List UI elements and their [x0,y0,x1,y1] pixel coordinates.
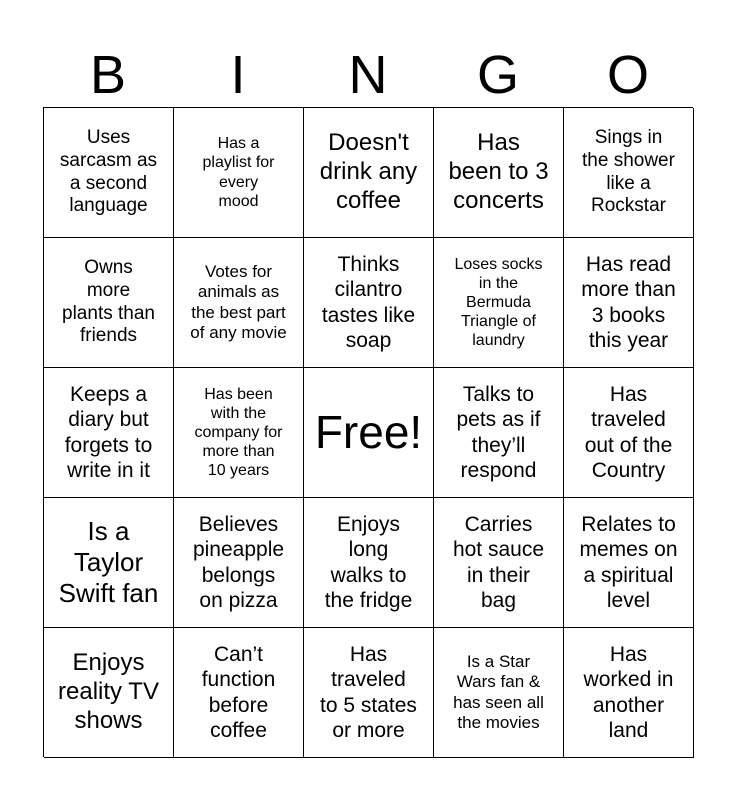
bingo-cell[interactable] [304,238,434,368]
bingo-cell[interactable] [174,238,304,368]
cell-text: Doesn't drink any coffee [319,129,418,214]
cell-text: Carries hot sauce in their bag [452,513,545,612]
free-space[interactable] [304,368,434,498]
bingo-cell[interactable] [44,368,174,498]
bingo-cell[interactable] [564,498,694,628]
cell-text: Is a Taylor Swift fan [58,515,159,609]
cell-text: Relates to memes on a spiritual level [579,513,678,612]
cell-text: Keeps a diary but forgets to write in it [64,383,153,482]
cell-text: Votes for animals as the best part of any movie [190,261,287,342]
header-letter-n: N [348,45,388,105]
cell-text: Loses socks in the Bermuda Triangle of laundry [454,255,543,350]
cell-text: Thinks cilantro tastes like soap [321,253,416,352]
cell-text: Has been to 3 concerts [448,129,549,214]
cell-text: Believes pineapple belongs on pizza [192,513,285,612]
cell-text: Can’t function before coffee [201,643,276,742]
bingo-cell[interactable] [434,368,564,498]
cell-text: Sings in the shower like a Rockstar [582,126,675,217]
bingo-cell[interactable] [44,238,174,368]
cell-text: Has read more than 3 books this year [581,253,676,352]
cell-text: Has traveled to 5 states or more [320,643,417,742]
cell-text: Has a playlist for every mood [202,135,275,210]
bingo-cell[interactable] [564,368,694,498]
cell-text: Enjoys long walks to the fridge [324,513,413,612]
bingo-header [43,44,693,106]
bingo-cell[interactable] [434,498,564,628]
cell-text: Talks to pets as if they’ll respond [456,383,541,482]
bingo-cell[interactable] [434,628,564,758]
bingo-cell[interactable] [564,108,694,238]
header-letter-i: I [230,45,246,105]
bingo-cell[interactable] [564,628,694,758]
cell-text: Has traveled out of the Country [584,383,673,482]
bingo-cell[interactable] [174,368,304,498]
bingo-cell[interactable] [44,498,174,628]
bingo-cell[interactable] [174,628,304,758]
bingo-cell[interactable] [304,498,434,628]
bingo-cell[interactable] [44,628,174,758]
cell-text: Has been with the company for more than 10 years [194,385,283,480]
bingo-cell[interactable] [174,498,304,628]
cell-text: Enjoys reality TV shows [58,649,159,734]
free-space-text: Free! [314,405,423,458]
cell-text: Is a Star Wars fan & has seen all the movies [453,651,544,732]
header-letter-g: G [476,45,519,105]
bingo-cell[interactable] [174,108,304,238]
cell-text: Uses sarcasm as a second language [59,126,158,217]
cell-text: Has worked in another land [583,643,674,742]
bingo-cell[interactable] [304,108,434,238]
header-letter-b: B [89,45,127,105]
cell-text: Owns more plants than friends [62,256,155,347]
bingo-cell[interactable] [44,108,174,238]
bingo-cell[interactable] [304,628,434,758]
bingo-cell[interactable] [564,238,694,368]
header-letter-o: O [606,45,649,105]
bingo-board [43,107,693,757]
bingo-cell[interactable] [434,108,564,238]
bingo-cell[interactable] [434,238,564,368]
